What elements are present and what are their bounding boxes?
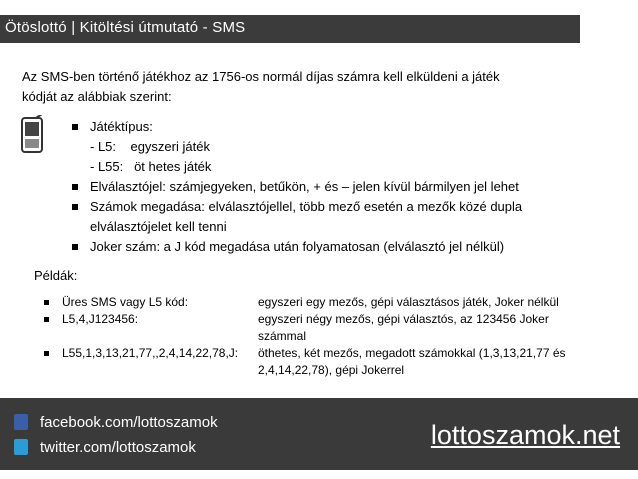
intro-line-1: Az SMS-ben történő játékhoz az 1756-os normál díjas számra kell elküldeni a játék	[22, 69, 500, 84]
example-code: L5,4,J123456:	[62, 312, 139, 326]
page-title: Ötöslottó | Kitöltési útmutató - SMS	[5, 19, 246, 36]
example-item	[44, 294, 624, 311]
rule-label: Számok megadása: elválasztójellel, több mező esetén a mezők közé dupla	[90, 199, 523, 214]
rule-label: Joker szám: a J kód megadása után folyamatosan (elválasztó jel nélkül)	[90, 239, 505, 254]
mobile-phone-icon	[20, 115, 46, 155]
rule-separator	[72, 177, 632, 197]
brand-link[interactable]: lottoszamok.net	[430, 420, 620, 450]
example-description: egyszeri egy mezős, gépi választásos játék, Joker nélkül	[258, 295, 559, 309]
twitter-icon	[14, 439, 28, 455]
bullet-icon	[44, 351, 49, 356]
facebook-link[interactable]	[14, 414, 218, 431]
rule-subline: - L55: öt hetes játék	[90, 159, 212, 174]
bullet-icon	[72, 204, 78, 210]
rule-label: Játéktípus:	[90, 119, 153, 134]
rules-list	[72, 117, 632, 257]
examples-heading: Példák:	[34, 268, 78, 283]
rule-joker	[72, 237, 632, 257]
rule-subline: - L5: egyszeri játék	[90, 139, 210, 154]
examples-list	[44, 294, 624, 379]
rule-numbers	[72, 197, 632, 237]
example-description: öthetes, két mezős, megadott számokkal (1,3,13,21,77 és 2,4,14,22,78), gépi Jokerrel	[258, 346, 566, 377]
example-code: Üres SMS vagy L5 kód:	[62, 295, 189, 309]
example-code: L55,1,3,13,21,77,,2,4,14,22,78,J:	[62, 346, 239, 360]
twitter-link[interactable]	[14, 439, 196, 456]
bullet-icon	[72, 124, 78, 130]
intro-text	[22, 67, 582, 107]
example-item	[44, 311, 624, 345]
rule-label: Elválasztójel: számjegyeken, betűkön, + és – jelen kívül bármilyen jel lehet	[90, 179, 519, 194]
footer	[0, 398, 638, 470]
example-description: egyszeri négy mezős, gépi választós, az 123456 Joker számmal	[258, 312, 549, 343]
bullet-icon	[44, 300, 49, 305]
twitter-link-text: twitter.com/lottoszamok	[40, 439, 196, 456]
facebook-link-text: facebook.com/lottoszamok	[40, 414, 218, 431]
bullet-icon	[44, 317, 49, 322]
title-bar	[0, 15, 580, 43]
bullet-icon	[72, 244, 78, 250]
example-item	[44, 345, 624, 379]
rule-subline: elválasztójelet kell tenni	[90, 219, 227, 234]
bullet-icon	[72, 184, 78, 190]
intro-line-2: kódját az alábbiak szerint:	[22, 89, 172, 104]
rule-game-type	[72, 117, 632, 177]
facebook-icon	[14, 414, 28, 430]
